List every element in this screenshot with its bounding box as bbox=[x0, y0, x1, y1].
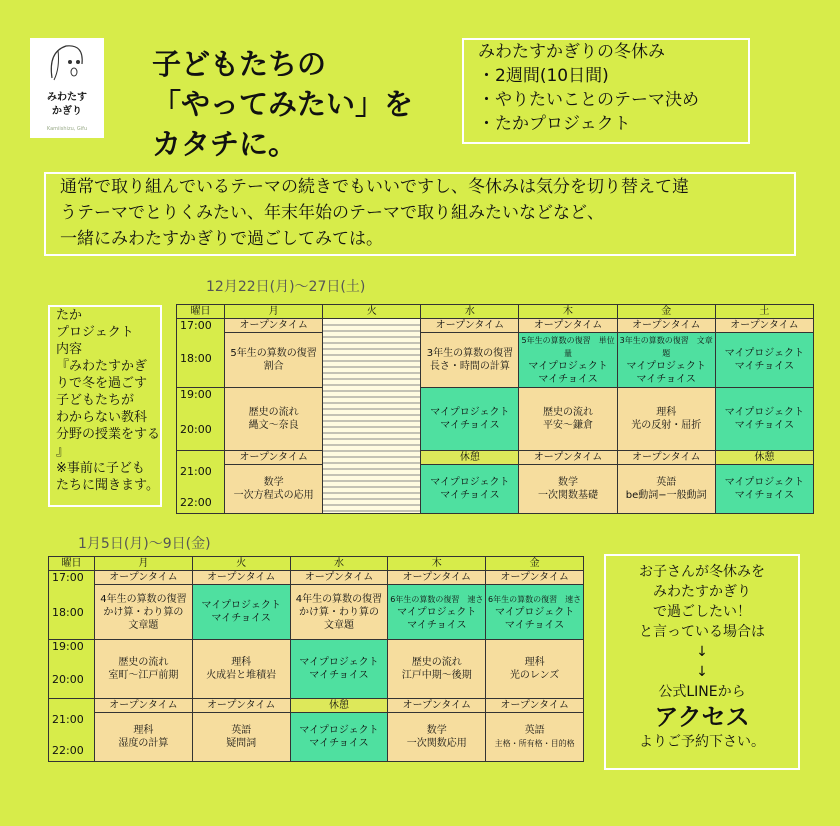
lesson-cell bbox=[388, 713, 486, 762]
lesson-cell bbox=[715, 465, 813, 514]
taka-line: 『みわたすかぎ bbox=[56, 359, 148, 374]
lesson-title: 数学 bbox=[263, 477, 284, 488]
info-line: みわたすかぎりの冬休み bbox=[478, 42, 665, 62]
header-day: 曜日 bbox=[49, 557, 95, 571]
tue-closed bbox=[323, 319, 421, 514]
lesson-cell bbox=[715, 388, 813, 451]
open-time: オープンタイム bbox=[486, 571, 584, 585]
lesson-title: 数学 bbox=[558, 477, 579, 488]
open-time: オープンタイム bbox=[388, 571, 486, 585]
lesson-cell bbox=[519, 333, 617, 388]
time-label: 19:00 bbox=[52, 640, 84, 653]
down-arrow-icon: ↓ bbox=[696, 664, 708, 680]
lesson-title: 歴史の流れ bbox=[248, 407, 299, 418]
lesson-cell bbox=[95, 713, 193, 762]
lesson-topic: マイチョイス bbox=[440, 490, 500, 501]
lesson-topic: マイチョイス bbox=[734, 420, 795, 431]
week2-schedule bbox=[48, 556, 584, 762]
time-slot bbox=[49, 699, 95, 762]
lesson-title: マイプロジェクト bbox=[494, 606, 575, 618]
lesson-topic: マイチョイス bbox=[538, 374, 598, 386]
lesson-topic: 縄文〜奈良 bbox=[248, 420, 299, 431]
time-label: 22:00 bbox=[52, 744, 84, 757]
taka-line: 』 bbox=[56, 444, 70, 459]
open-time: オープンタイム bbox=[486, 699, 584, 713]
time-label: 19:00 bbox=[180, 388, 212, 401]
lesson-cell bbox=[617, 333, 715, 388]
open-time: オープンタイム bbox=[192, 699, 290, 713]
lesson-cell bbox=[715, 333, 813, 388]
week1-schedule bbox=[176, 304, 814, 514]
headline-line: 子どもたちの bbox=[152, 47, 327, 81]
open-time: オープンタイム bbox=[192, 571, 290, 585]
taka-line: たか bbox=[56, 308, 83, 323]
lesson-topic: かけ算・わり算の bbox=[298, 606, 379, 618]
taka-line: プロジェクト bbox=[56, 325, 134, 340]
rest-time: 休憩 bbox=[290, 699, 388, 713]
time-slot bbox=[49, 640, 95, 699]
lesson-title: マイプロジェクト bbox=[528, 361, 608, 373]
info-line: ・2週間(10日間) bbox=[478, 66, 609, 86]
taka-line: 分野の授業をする bbox=[56, 427, 161, 442]
note-line: と言っている場合は bbox=[639, 624, 765, 640]
lesson-cell bbox=[225, 465, 323, 514]
logo bbox=[30, 38, 104, 138]
lesson-topic: be動詞−一般動詞 bbox=[625, 490, 707, 501]
lesson-title: マイプロジェクト bbox=[724, 477, 805, 488]
taka-line: 内容 bbox=[56, 342, 83, 357]
open-time: オープンタイム bbox=[617, 319, 715, 333]
taka-line: 子どもたちが bbox=[56, 393, 135, 408]
rest-time: 休憩 bbox=[715, 451, 813, 465]
lesson-title: 理科 bbox=[524, 657, 545, 668]
lesson-topic: かけ算・わり算の bbox=[103, 606, 184, 618]
lesson-topic: 室町〜江戸前期 bbox=[108, 670, 179, 681]
lesson-cell bbox=[486, 640, 584, 699]
lesson-cell bbox=[486, 713, 584, 762]
lesson-cell bbox=[421, 388, 519, 451]
header-day: 木 bbox=[388, 557, 486, 571]
lesson-cell bbox=[617, 388, 715, 451]
face-logo-icon bbox=[30, 38, 104, 88]
lesson-title: 4年生の算数の復習 bbox=[295, 593, 383, 605]
winter-info-box bbox=[462, 38, 750, 144]
open-time: オープンタイム bbox=[95, 699, 193, 713]
lesson-topic: マイチョイス bbox=[407, 619, 467, 631]
lesson-title: 4年生の算数の復習 bbox=[100, 593, 187, 605]
time-slot bbox=[177, 388, 225, 451]
booking-note-box bbox=[604, 554, 800, 770]
lesson-cell bbox=[192, 585, 290, 640]
headline bbox=[152, 44, 413, 164]
lesson-cell bbox=[95, 640, 193, 699]
access-link[interactable]: アクセス bbox=[654, 703, 750, 731]
lesson-title: マイプロジェクト bbox=[724, 407, 805, 418]
lesson-topic: 光のレンズ bbox=[509, 670, 560, 681]
lesson-topic: マイチョイス bbox=[636, 374, 696, 386]
lesson-topic: マイチョイス bbox=[504, 619, 565, 631]
time-label: 17:00 bbox=[52, 571, 84, 584]
lesson-title: マイプロジェクト bbox=[299, 725, 379, 736]
lesson-cell bbox=[486, 585, 584, 640]
headline-line: カタチに。 bbox=[152, 127, 298, 161]
lesson-cell bbox=[519, 465, 617, 514]
time-slot bbox=[49, 571, 95, 640]
lesson-title: 数学 bbox=[426, 725, 447, 736]
note-line: みわたすかぎり bbox=[653, 584, 751, 600]
lesson-cell bbox=[225, 388, 323, 451]
intro-line: うテーマでとりくみたい、年末年始のテーマで取り組みたいなどなど、 bbox=[60, 203, 604, 223]
header-day: 火 bbox=[192, 557, 290, 571]
header-day: 水 bbox=[290, 557, 388, 571]
open-time: オープンタイム bbox=[95, 571, 193, 585]
open-time: オープンタイム bbox=[715, 319, 813, 333]
lesson-cell bbox=[290, 640, 388, 699]
open-time: オープンタイム bbox=[519, 319, 617, 333]
lesson-topic: 一次方程式の応用 bbox=[233, 490, 314, 501]
lesson-topic: マイチョイス bbox=[440, 420, 500, 431]
time-label: 20:00 bbox=[180, 423, 212, 436]
lesson-cell bbox=[225, 333, 323, 388]
open-time: オープンタイム bbox=[290, 571, 388, 585]
lesson-title: 歴史の流れ bbox=[543, 407, 594, 418]
intro-box bbox=[44, 172, 796, 256]
lesson-title: マイプロジェクト bbox=[299, 657, 379, 668]
lesson-title: マイプロジェクト bbox=[626, 361, 706, 373]
lesson-cell bbox=[192, 713, 290, 762]
open-time: オープンタイム bbox=[617, 451, 715, 465]
lesson-title: 3年生の算数の復習 bbox=[426, 348, 514, 360]
lesson-topic: 文章題 bbox=[323, 619, 354, 631]
taka-line: わからない教科 bbox=[56, 410, 148, 425]
lesson-title: 理科 bbox=[231, 657, 252, 668]
lesson-title: 理科 bbox=[656, 407, 677, 418]
lesson-title: マイプロジェクト bbox=[430, 407, 510, 418]
headline-line: 「やってみたい」を bbox=[152, 87, 414, 121]
lesson-cell bbox=[421, 333, 519, 388]
lesson-title: 歴史の流れ bbox=[118, 657, 169, 668]
header-day: 金 bbox=[486, 557, 584, 571]
lesson-title: 英語 bbox=[524, 725, 545, 736]
lesson-note: 3年生の算数の復習 文章題 bbox=[619, 336, 713, 359]
lesson-topic: マイチョイス bbox=[309, 738, 369, 749]
down-arrow-icon: ↓ bbox=[696, 644, 708, 660]
lesson-note: 5年生の算数の復習 単位量 bbox=[521, 336, 615, 359]
lesson-topic: 火成岩と堆積岩 bbox=[206, 670, 277, 681]
header-day: 月 bbox=[225, 305, 323, 319]
taka-line: たちに聞きます。 bbox=[56, 478, 159, 493]
lesson-cell bbox=[290, 713, 388, 762]
lesson-topic: 湿度の計算 bbox=[118, 738, 169, 749]
lesson-cell bbox=[95, 585, 193, 640]
week2-date-label: 1月5日(月)〜9日(金) bbox=[78, 536, 211, 552]
lesson-topic: 疑問詞 bbox=[226, 738, 257, 749]
lesson-topic: 光の反射・屈折 bbox=[631, 420, 702, 431]
rest-time: 休憩 bbox=[421, 451, 519, 465]
lesson-title: マイプロジェクト bbox=[397, 606, 477, 618]
lesson-title: 英語 bbox=[231, 725, 252, 736]
lesson-note: 6年生の算数の復習 速さ bbox=[390, 594, 484, 604]
lesson-topic: 江戸中期〜後期 bbox=[401, 670, 472, 681]
time-label: 18:00 bbox=[52, 606, 84, 619]
lesson-topic: マイチョイス bbox=[211, 613, 271, 625]
header-day: 月 bbox=[95, 557, 193, 571]
note-line: お子さんが冬休みを bbox=[639, 564, 765, 580]
intro-line: 通常で取り組んでいるテーマの続きでもいいですし、冬休みは気分を切り替えて違 bbox=[60, 177, 689, 197]
time-label: 18:00 bbox=[180, 352, 212, 365]
lesson-topic: 主格・所有格・目的格 bbox=[494, 739, 575, 748]
open-time: オープンタイム bbox=[519, 451, 617, 465]
taka-line: ※事前に子ども bbox=[56, 461, 145, 476]
header-day: 曜日 bbox=[177, 305, 225, 319]
lesson-title: 5年生の算数の復習 bbox=[230, 348, 317, 360]
open-time: オープンタイム bbox=[225, 451, 323, 465]
lesson-title: 理科 bbox=[133, 725, 154, 736]
open-time: オープンタイム bbox=[388, 699, 486, 713]
lesson-topic: 割合 bbox=[263, 361, 284, 373]
lesson-title: 歴史の流れ bbox=[411, 657, 462, 668]
lesson-topic: 平安〜鎌倉 bbox=[543, 420, 594, 431]
time-slot bbox=[177, 451, 225, 514]
header-day: 水 bbox=[421, 305, 519, 319]
lesson-topic: マイチョイス bbox=[734, 490, 795, 501]
lesson-topic: マイチョイス bbox=[309, 670, 369, 681]
lesson-cell bbox=[290, 585, 388, 640]
lesson-topic: 一次関数基礎 bbox=[538, 490, 599, 501]
lesson-cell bbox=[388, 585, 486, 640]
taka-project-box bbox=[48, 305, 162, 507]
info-line: ・たかプロジェクト bbox=[478, 114, 631, 134]
lesson-title: マイプロジェクト bbox=[201, 600, 281, 612]
note-line: 公式LINEから bbox=[658, 684, 746, 700]
time-label: 22:00 bbox=[180, 496, 212, 509]
lesson-topic: マイチョイス bbox=[734, 361, 795, 373]
time-label: 21:00 bbox=[180, 465, 212, 478]
logo-text-1: みわたす bbox=[47, 92, 87, 103]
time-slot bbox=[177, 319, 225, 388]
info-line: ・やりたいことのテーマ決め bbox=[478, 90, 699, 110]
lesson-cell bbox=[388, 640, 486, 699]
time-label: 17:00 bbox=[180, 319, 212, 332]
intro-line: 一緒にみわたすかぎりで過ごしてみては。 bbox=[60, 229, 383, 249]
lesson-topic: 長さ・時間の計算 bbox=[429, 361, 510, 373]
lesson-title: 英語 bbox=[656, 477, 677, 488]
lesson-title: マイプロジェクト bbox=[430, 477, 510, 488]
open-time: オープンタイム bbox=[421, 319, 519, 333]
logo-place: Kamiishizu, Gifu bbox=[46, 126, 88, 132]
header-day: 土 bbox=[715, 305, 813, 319]
note-line: で過ごしたい！ bbox=[653, 604, 751, 620]
open-time: オープンタイム bbox=[225, 319, 323, 333]
lesson-cell bbox=[192, 640, 290, 699]
note-line: よりご予約下さい。 bbox=[639, 734, 765, 750]
header-day: 木 bbox=[519, 305, 617, 319]
lesson-topic: 文章題 bbox=[128, 619, 159, 631]
lesson-cell bbox=[421, 465, 519, 514]
header-day: 金 bbox=[617, 305, 715, 319]
taka-line: りで冬を過ごす bbox=[56, 376, 148, 391]
lesson-cell bbox=[617, 465, 715, 514]
lesson-cell bbox=[519, 388, 617, 451]
lesson-title: マイプロジェクト bbox=[724, 348, 805, 360]
time-label: 21:00 bbox=[52, 713, 84, 726]
lesson-note: 6年生の算数の復習 速さ bbox=[488, 594, 582, 604]
logo-text-2: かぎり bbox=[52, 106, 82, 117]
header-day: 火 bbox=[323, 305, 421, 319]
week1-date-label: 12月22日(月)〜27日(土) bbox=[206, 279, 366, 295]
time-label: 20:00 bbox=[52, 673, 84, 686]
lesson-topic: 一次関数応用 bbox=[406, 738, 467, 749]
